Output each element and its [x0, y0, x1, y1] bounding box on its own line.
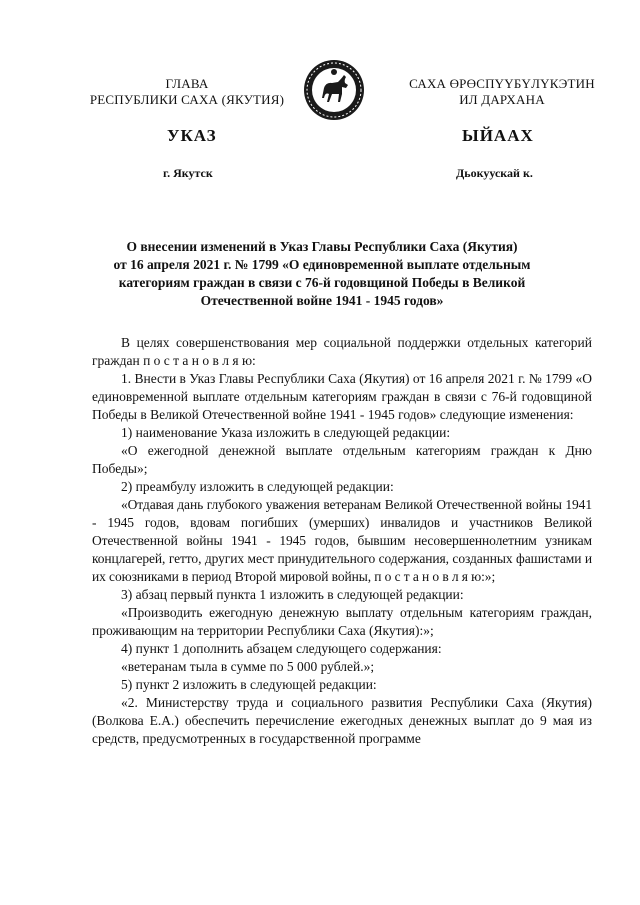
title-line: от 16 апреля 2021 г. № 1799 «О единовременной выплате отдельным	[113, 257, 531, 272]
title-line: О внесении изменений в Указ Главы Республики Саха (Якутия)	[126, 239, 518, 254]
paragraph: 4) пункт 1 дополнить абзацем следующего содержания:	[121, 641, 442, 656]
city-ru: г. Якутск	[163, 166, 213, 180]
doc-type-sakha: ЫЙААХ	[462, 126, 534, 145]
title-line: категориям граждан в связи с 76-й годовщиной Победы в Великой	[118, 275, 526, 290]
paragraph: 1) наименование Указа изложить в следующей редакции:	[121, 425, 451, 440]
paragraph: «ветеранам тыла в сумме по 5 000 рублей.»;	[121, 659, 375, 674]
document-title	[92, 238, 552, 310]
republic-emblem-icon	[302, 58, 366, 122]
paragraph: 5) пункт 2 изложить в следующей редакции:	[121, 677, 377, 692]
paragraph: 3) абзац первый пункта 1 изложить в следующей редакции:	[121, 587, 464, 602]
document-body	[92, 334, 592, 748]
paragraph: «Отдавая дань глубокого уважения ветеранам Великой Отечественной войны 1941 - 1945 годов, вдовам погибших (умерших) инвалидов и участников Великой Отечественной войны 1941 - 1945 годов, бывшим несовершеннолетним узникам концлагерей, гетто, других мест принудительного содержания, созданных фашистами и их союзниками в период Второй мировой войны, п о с т а н о в л я ю:»;	[92, 497, 592, 584]
header-right-line2: ИЛ ДАРХАНА	[459, 92, 545, 107]
title-line: Отечественной войне 1941 - 1945 годов»	[200, 293, 444, 308]
paragraph: «О ежегодной денежной выплате отдельным категориям граждан к Дню Победы»;	[92, 443, 592, 476]
city-sakha: Дьокуускай к.	[456, 166, 533, 180]
header-right-line1: САХА ӨРӨСПҮҮБҮЛҮКЭТИН	[409, 76, 595, 91]
paragraph: «Производить ежегодную денежную выплату отдельным категориям граждан, проживающим на территории Республики Саха (Якутия):»;	[92, 605, 592, 638]
header-left	[84, 76, 290, 108]
header-right	[396, 76, 608, 108]
header-left-line2: РЕСПУБЛИКИ САХА (ЯКУТИЯ)	[89, 92, 285, 107]
header-left-line1: ГЛАВА	[165, 76, 209, 91]
paragraph: «2. Министерству труда и социального развития Республики Саха (Якутия) (Волкова Е.А.) обеспечить перечисление ежегодных денежных выплат до 9 мая из средств, предусмотренных в государственной программе	[92, 695, 592, 746]
paragraph: В целях совершенствования мер социальной поддержки отдельных категорий граждан п о с т а н о в л я ю:	[92, 335, 592, 368]
paragraph: 2) преамбулу изложить в следующей редакции:	[121, 479, 394, 494]
paragraph: 1. Внести в Указ Главы Республики Саха (Якутия) от 16 апреля 2021 г. № 1799 «О единовременной выплате отдельным категориям граждан в связи с 76-й годовщиной Победы в Великой Отечественной войне 1941 - 1945 годов» следующие изменения:	[92, 371, 593, 422]
doc-type-ru: УКАЗ	[167, 126, 217, 145]
